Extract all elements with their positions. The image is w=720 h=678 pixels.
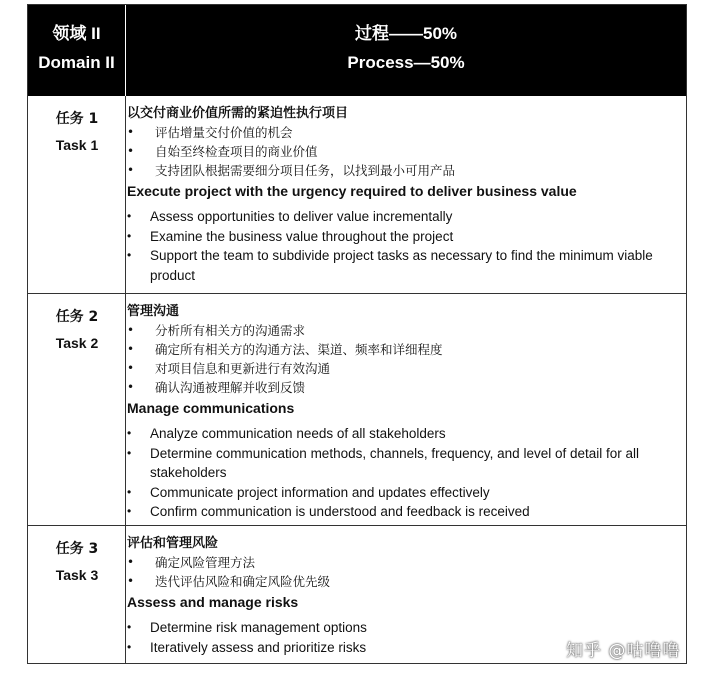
bullet-icon: • xyxy=(127,504,132,518)
task-items-zh xyxy=(127,553,677,591)
list-item: • 支持团队根据需要细分项目任务，以找到最小可用产品 xyxy=(127,163,456,178)
bullet-icon: • xyxy=(127,228,132,243)
process-domain-table xyxy=(27,4,687,664)
task-zh-label: 任务 2 xyxy=(55,309,99,325)
task-zh-label: 任务 1 xyxy=(55,111,99,127)
task-title-en: Assess and manage risks xyxy=(127,594,299,610)
bullet-icon: • xyxy=(127,380,135,394)
task-items-en xyxy=(127,207,677,285)
task-items-zh xyxy=(127,123,677,180)
bullet-icon: • xyxy=(127,574,135,588)
list-item: • Iteratively assess and prioritize risks xyxy=(127,638,677,658)
list-item: • Analyze communication needs of all stakeholders xyxy=(127,424,677,444)
table-header xyxy=(28,5,686,96)
task-title-zh: 以交付商业价值所需的紧迫性执行项目 xyxy=(127,106,349,121)
list-item: • 确定所有相关方的沟通方法、渠道、频率和详细程度 xyxy=(127,342,443,357)
task-title-en: Execute project with the urgency required to deliver business value xyxy=(127,183,577,199)
task-en-label: Task 1 xyxy=(55,137,99,153)
list-item: • 确定风险管理方法 xyxy=(127,555,256,570)
task-title-zh: 管理沟通 xyxy=(127,304,180,319)
process-zh-label: 过程——50% xyxy=(354,24,458,43)
task-label-cell xyxy=(28,96,126,293)
task-content xyxy=(127,104,677,285)
task-title-zh: 评估和管理风险 xyxy=(127,536,219,551)
bullet-icon: • xyxy=(127,361,135,375)
bullet-icon: • xyxy=(127,323,135,337)
list-item: • 对项目信息和更新进行有效沟通 xyxy=(127,361,331,376)
bullet-icon: • xyxy=(127,209,132,223)
domain-header-cell xyxy=(28,5,126,96)
list-item: • Determine risk management options xyxy=(127,618,677,638)
list-item: • Determine communication methods, channels, frequency, and level of detail for all stakeholders xyxy=(127,445,640,480)
list-item: • 迭代评估风险和确定风险优先级 xyxy=(127,574,331,589)
bullet-icon: • xyxy=(127,484,132,499)
task-en-label: Task 2 xyxy=(55,335,99,351)
list-item: • 确认沟通被理解并收到反馈 xyxy=(127,380,306,395)
bullet-icon: • xyxy=(127,445,132,460)
list-item: • Support the team to subdivide project tasks as necessary to find the minimum viable product xyxy=(127,248,653,283)
task-label-cell xyxy=(28,526,126,663)
task-label-cell xyxy=(28,294,126,525)
bullet-icon: • xyxy=(127,639,132,654)
bullet-icon: • xyxy=(127,426,132,440)
bullet-icon: • xyxy=(127,125,135,139)
list-item: • 分析所有相关方的沟通需求 xyxy=(127,323,306,338)
domain-en-label: Domain II xyxy=(38,53,115,72)
task-row-1 xyxy=(28,96,686,294)
task-en-label: Task 3 xyxy=(55,567,99,583)
process-en-label: Process—50% xyxy=(347,53,465,72)
bullet-icon: • xyxy=(127,163,135,177)
list-item: • 评估增量交付价值的机会 xyxy=(127,125,293,140)
bullet-icon: • xyxy=(127,620,132,634)
list-item: • Examine the business value throughout the project xyxy=(127,227,677,247)
list-item: • Assess opportunities to deliver value incrementally xyxy=(127,207,677,227)
task-row-2 xyxy=(28,294,686,526)
task-items-zh xyxy=(127,321,677,397)
task-items-en xyxy=(127,424,677,522)
task-content xyxy=(127,302,677,522)
bullet-icon: • xyxy=(127,555,135,569)
list-item: • Confirm communication is understood and feedback is received xyxy=(127,502,677,522)
list-item: • 自始至终检查项目的商业价值 xyxy=(127,144,318,159)
bullet-icon: • xyxy=(127,248,132,262)
task-zh-label: 任务 3 xyxy=(55,541,99,557)
task-title-en: Manage communications xyxy=(127,400,295,416)
process-header-cell xyxy=(126,5,686,96)
bullet-icon: • xyxy=(127,342,135,356)
list-item: • Communicate project information and updates effectively xyxy=(127,483,677,503)
domain-zh-label: 领域 II xyxy=(52,24,101,43)
bullet-icon: • xyxy=(127,144,135,158)
watermark: 知乎 @咕噜噜 xyxy=(566,641,681,661)
